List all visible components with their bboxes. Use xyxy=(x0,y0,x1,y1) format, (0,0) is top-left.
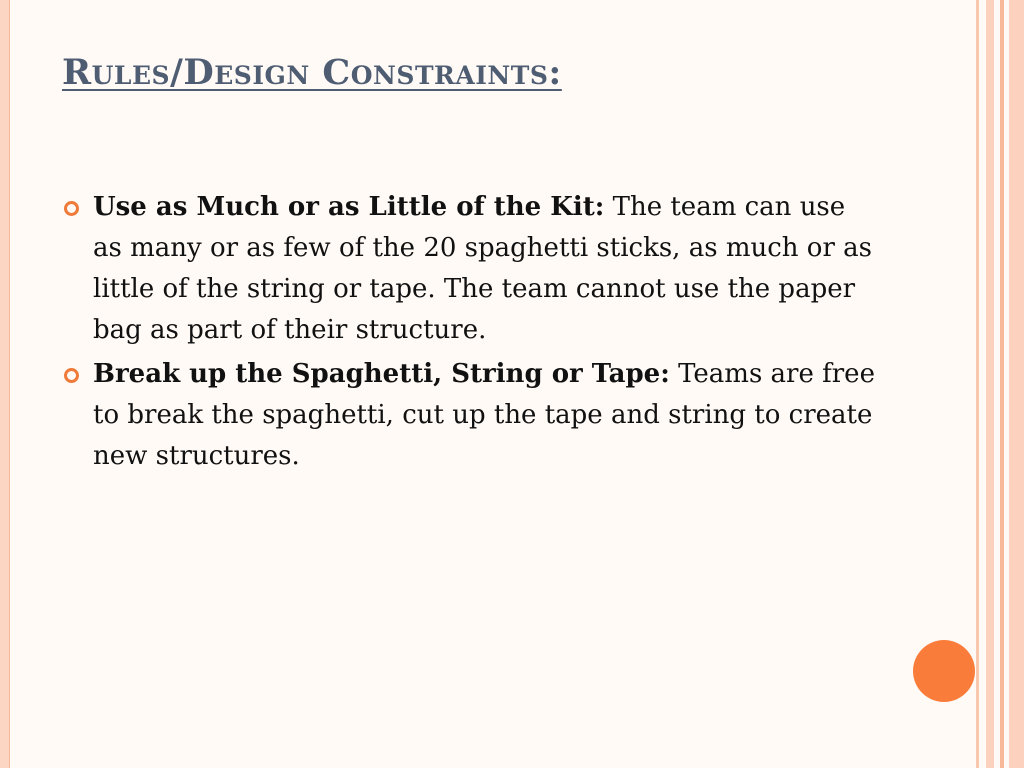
stripe xyxy=(1000,0,1004,768)
orange-circle-icon xyxy=(913,640,975,702)
stripe xyxy=(1009,0,1024,768)
slide-title: Rules/Design Constraints: xyxy=(62,52,562,93)
bullet-heading: Use as Much or as Little of the Kit: xyxy=(93,192,605,222)
stripe xyxy=(976,0,979,768)
bullet-item xyxy=(62,354,882,477)
bullet-text: The team can use as many or as few of the 20 spaghetti sticks, as much or as little of the string or tape. The team cannot use the paper bag as part of their structure. xyxy=(93,192,872,345)
bullet-list xyxy=(62,187,882,480)
stripe xyxy=(986,0,994,768)
circle-bullet-icon xyxy=(64,201,79,216)
bullet-item xyxy=(62,187,882,351)
right-stripe-decoration xyxy=(976,0,1024,768)
bullet-heading: Break up the Spaghetti, String or Tape: xyxy=(93,359,670,389)
bullet-text: Teams are free to break the spaghetti, cut up the tape and string to create new structures. xyxy=(93,359,875,471)
left-border-decoration xyxy=(0,0,10,768)
circle-bullet-icon xyxy=(64,368,79,383)
